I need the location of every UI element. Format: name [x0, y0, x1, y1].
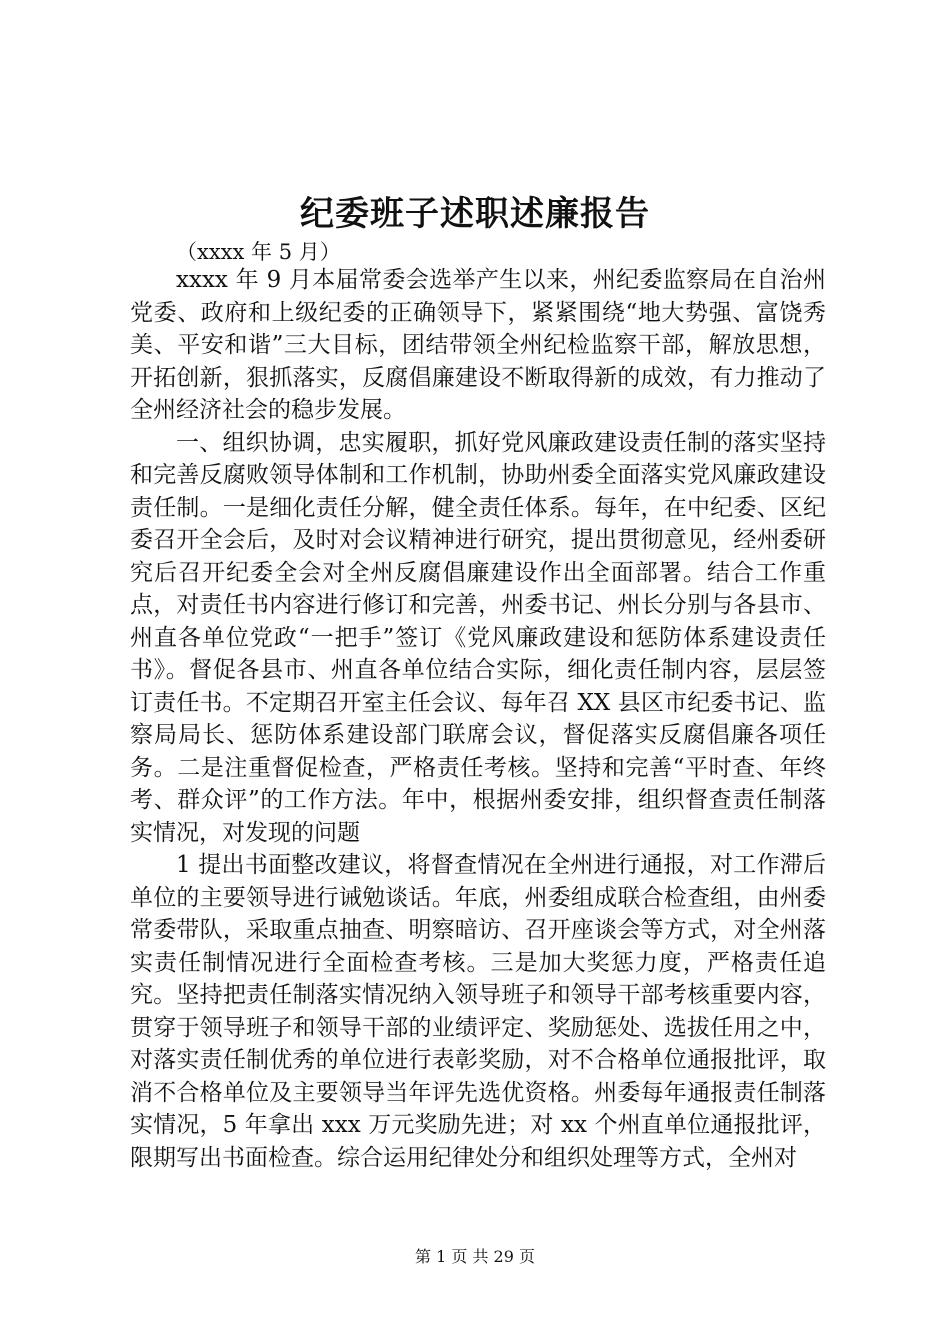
- document-title: 纪委班子述职述廉报告: [300, 194, 650, 234]
- page-footer: 第 1 页 共 29 页: [415, 1247, 535, 1266]
- paragraph-intro: xxxx 年 9 月本届常委会选举产生以来，州纪委监察局在自治州党委、政府和上级纪委的正确领导下，紧紧围绕“地大势强、富饶秀美、平安和谐”三大目标，团结带领全州纪检监察干部，解放思想，开拓创新，狠抓落实，反腐倡廉建设不断取得新的成效，有力推动了全州经济社会的稳步发展。: [130, 267, 826, 423]
- document-date: （xxxx 年 5 月）: [176, 240, 341, 264]
- paragraph-section-one: 一、组织协调，忠实履职，抓好党风廉政建设责任制的落实坚持和完善反腐败领导体制和工作机制，协助州委全面落实党风廉政建设责任制。一是细化责任分解，健全责任体系。每年，在中纪委、区纪委召开全会后，及时对会议精神进行研究，提出贯彻意见，经州委研究后召开纪委全会对全州反腐倡廉建设作出全面部署。结合工作重点，对责任书内容进行修订和完善，州委书记、州长分别与各县市、州直各单位党政“一把手”签订《党风廉政建设和惩防体系建设责任书》。督促各县市、州直各单位结合实际，细化责任制内容，层层签订责任书。不定期召开室主任会议、每年召 XX 县区市纪委书记、监察局局长、惩防体系建设部门联席会议，督促落实反腐倡廉各项任务。二是注重督促检查，严格责任考核。坚持和完善“平时查、年终考、群众评”的工作方法。年中，根据州委安排，组织督查责任制落实情况，对发现的问题: [130, 429, 826, 846]
- paragraph-continuation: 1 提出书面整改建议，将督查情况在全州进行通报，对工作滞后单位的主要领导进行诫勉谈话。年底，州委组成联合检查组，由州委常委带队，采取重点抽查、明察暗访、召开座谈会等方式，对全州落实责任制情况进行全面检查考核。三是加大奖惩力度，严格责任追究。坚持把责任制落实情况纳入领导班子和领导干部考核重要内容，贯穿于领导班子和领导干部的业绩评定、奖励惩处、选拔任用之中，对落实责任制优秀的单位进行表彰奖励，对不合格单位通报批评，取消不合格单位及主要领导当年评先选优资格。州委每年通报责任制落实情况，5 年拿出 xxx 万元奖励先进；对 xx 个州直单位通报批评，限期写出书面检查。综合运用纪律处分和组织处理等方式，全州对: [130, 852, 826, 1171]
- document-body: [130, 264, 826, 1174]
